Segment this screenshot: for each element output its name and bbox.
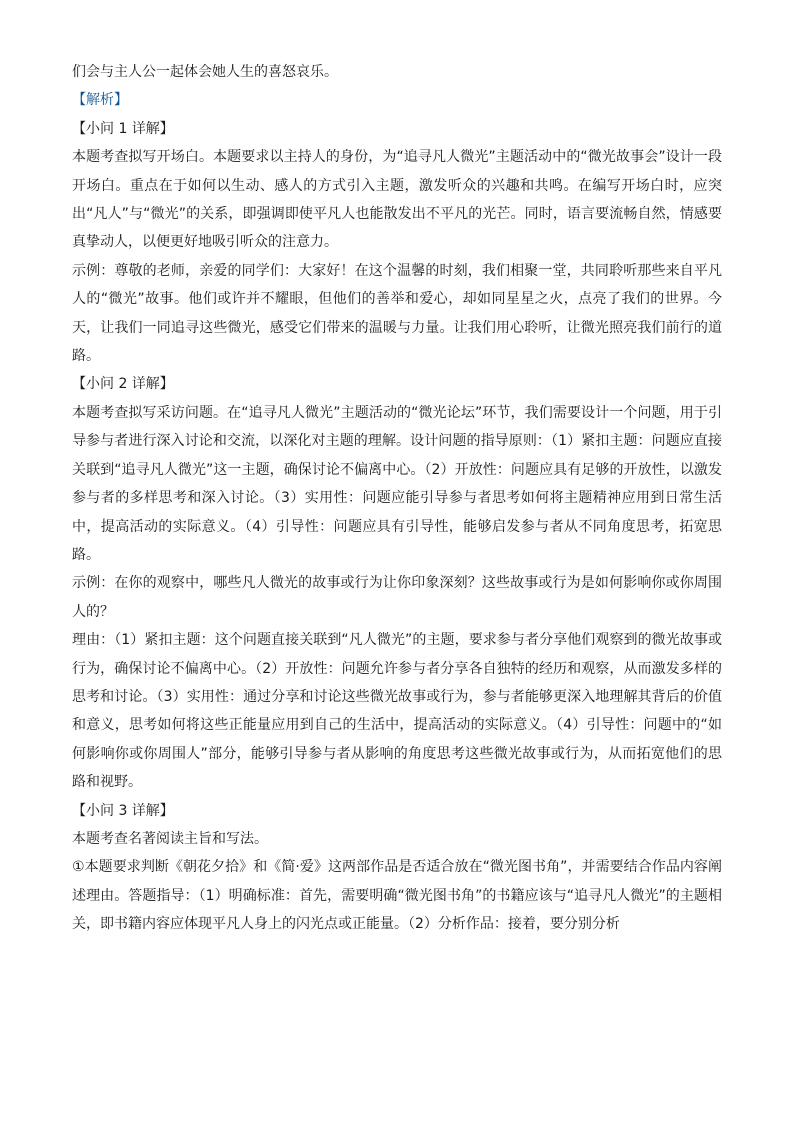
q2-paragraph: 本题考查拟写采访问题。在“追寻凡人微光”主题活动的“微光论坛”环节，我们需要设计一个问题，用于引导参与者进行深入讨论和交流，以深化对主题的理解。设计问题的指导原则：（1）紧扣主题：问题应直接关联到“追寻凡人微光”这一主题，确保讨论不偏离中心。（2）开放性：问题应具有足够的开放性，以激发参与者的多样思考和深入讨论。（3）实用性：问题应能引导参与者思考如何将主题精神应用到日常生活中，提高活动的实际意义。（4）引导性：问题应具有引导性，能够启发参与者从不同角度思考，拓宽思路。 xyxy=(72,404,722,563)
q1-example: 示例：尊敬的老师，亲爱的同学们：大家好！在这个温馨的时刻，我们相聚一堂，共同聆听那些来自平凡人的“微光”故事。他们或许并不耀眼，但他们的善举和爱心，却如同星星之火，点亮了我们的世界。今天，让我们一同追寻这些微光，感受它们带来的温暖与力量。让我们用心聆听，让微光照亮我们前行的道路。 xyxy=(72,262,722,365)
document-page xyxy=(72,58,722,939)
q2-reason: 理由：（1）紧扣主题：这个问题直接关联到“凡人微光”的主题，要求参与者分享他们观察到的微光故事或行为，确保讨论不偏离中心。（2）开放性：问题允许参与者分享各自独特的经历和观察，从而激发多样的思考和讨论。（3）实用性：通过分享和讨论这些微光故事或行为，参与者能够更深入地理解其背后的价值和意义，思考如何将这些正能量应用到自己的生活中，提高活动的实际意义。（4）引导性：问题中的“如何影响你或你周围人”部分，能够引导参与者从影响的角度思考这些微光故事或行为，从而拓宽他们的思路和视野。 xyxy=(72,632,722,791)
q3-paragraph-1: 本题考查名著阅读主旨和写法。 xyxy=(72,830,268,847)
q2-example: 示例：在你的观察中，哪些凡人微光的故事或行为让你印象深刻？这些故事或行为是如何影响你或你周围人的？ xyxy=(72,575,722,620)
q1-paragraph: 本题考查拟写开场白。本题要求以主持人的身份，为“追寻凡人微光”主题活动中的“微光故事会”设计一段开场白。重点在于如何以生动、感人的方式引入主题，激发听众的兴趣和共鸣。在编写开场白时，应突出“凡人”与“微光”的关系，即强调即使平凡人也能散发出不平凡的光芒。同时，语言要流畅自然，情感要真挚动人，以便更好地吸引听众的注意力。 xyxy=(72,149,722,251)
intro-tail-text: 们会与主人公一起体会她人生的喜怒哀乐。 xyxy=(72,64,338,80)
q1-heading: 【小问 1 详解】 xyxy=(72,120,174,137)
q3-heading: 【小问 3 详解】 xyxy=(72,802,174,819)
analysis-heading: 【解析】 xyxy=(72,92,128,109)
q2-heading: 【小问 2 详解】 xyxy=(72,376,174,393)
q3-paragraph-2: ①本题要求判断《朝花夕拾》和《简·爱》这两部作品是否适合放在“微光图书角”，并需要结合作品内容阐述理由。答题指导：（1）明确标准：首先，需要明确“微光图书角”的书籍应该与“追寻凡人微光”的主题相关，即书籍内容应体现平凡人身上的闪光点或正能量。（2）分析作品：接着，要分别分析 xyxy=(72,859,722,933)
